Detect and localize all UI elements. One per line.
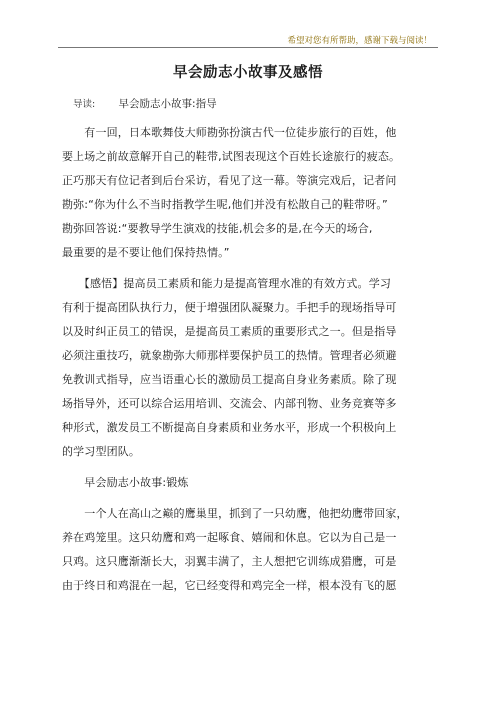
text-line: 勘弥:“你为什么不当时指教学生呢,他们并没有松散自己的鞋带呀。” (62, 198, 388, 211)
text-line: 【感悟】提高员工素质和能力是提高管理水准的有效方式。学习 (62, 277, 391, 290)
text-line: 正巧那天有位记者到后台采访，看见了这一幕。等演完戏后，记者问 (62, 174, 397, 187)
guide-line (73, 96, 217, 111)
page-title: 早会励志小故事及感悟 (173, 65, 323, 81)
text-line: 以及时纠正员工的错误，是提高员工素质的重要形式之一。但是指导 (62, 325, 397, 338)
guide-text: 早会励志小故事:指导 (118, 98, 217, 110)
text-line: 勘弥回答说:“要教导学生演戏的技能,机会多的是,在今天的场合, (62, 222, 373, 235)
text-line: 必须注重技巧，就象勘弥大师那样要保护员工的热情。管理者必须避 (62, 349, 397, 362)
text-line: 养在鸡笼里。这只幼鹰和鸡一起啄食、嬉闹和休息。它以为自己是一 (62, 531, 397, 544)
text-line: 有一回，日本歌舞伎大师勘弥扮演古代一位徒步旅行的百姓，他 (62, 126, 397, 139)
text-line: 只鸡。这只鹰渐渐长大，羽翼丰满了，主人想把它训练成猎鹰，可是 (62, 555, 397, 568)
text-line: 要上场之前故意解开自己的鞋带,试图表现这个百姓长途旅行的疲态。 (62, 150, 401, 163)
text-line: 免教训式指导，应当语重心长的激励员工提高自身业务素质。除了现 (62, 373, 397, 386)
text-line: 最重要的是不要让他们保持热情。” (62, 246, 230, 259)
text-line: 一个人在高山之巅的鹰巢里，抓到了一只幼鹰，他把幼鹰带回家， (62, 507, 408, 520)
header-divider (58, 47, 438, 48)
text-line: 种形式，激发员工不断提高自身素质和业务水平，形成一个积极向上 (62, 421, 397, 434)
text-line: 由于终日和鸡混在一起，它已经变得和鸡完全一样，根本没有飞的愿 (62, 579, 397, 592)
text-line: 场指导外，还可以综合运用培训、交流会、内部刊物、业务竞赛等多 (62, 397, 397, 410)
header-note: 希望对您有所帮助，感谢下载与阅读！ (287, 36, 432, 46)
guide-label: 导读: (73, 99, 96, 110)
text-line: 的学习型团队。 (62, 445, 141, 458)
text-line: 有利于提高团队执行力，便于增强团队凝聚力。手把手的现场指导可 (62, 301, 397, 314)
text-line: 早会励志小故事:锻炼 (62, 476, 189, 489)
